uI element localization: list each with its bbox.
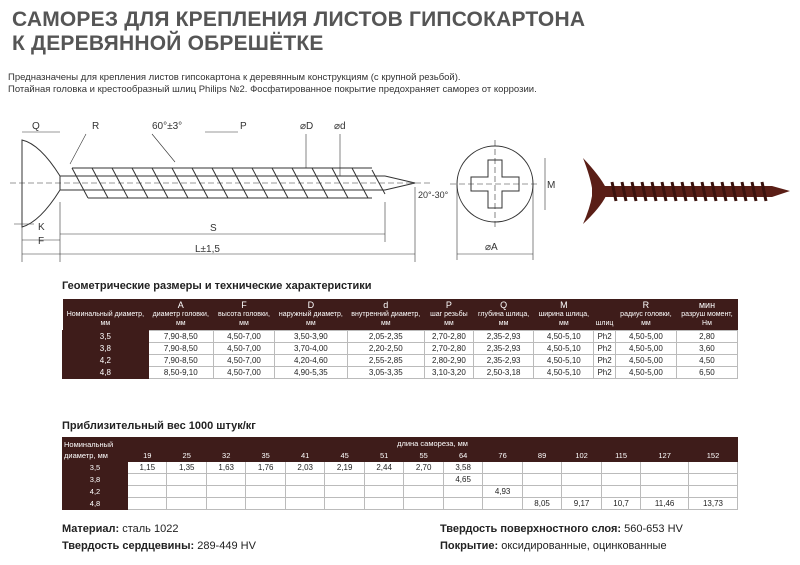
table-cell: 8,50-9,10 bbox=[148, 367, 213, 379]
column-symbol: d bbox=[383, 300, 389, 310]
label-od: ⌀D bbox=[300, 121, 314, 132]
table-cell: 4,50-7,00 bbox=[213, 331, 274, 343]
table-cell bbox=[404, 474, 443, 486]
column-symbol: A bbox=[177, 300, 184, 310]
label-k: K bbox=[38, 222, 45, 233]
specs-column-header bbox=[347, 299, 424, 331]
table-cell: 1,63 bbox=[206, 462, 245, 474]
table-cell: 3,50-3,90 bbox=[275, 331, 347, 343]
table-cell bbox=[522, 462, 561, 474]
column-name: наружный диаметр, мм bbox=[278, 311, 343, 327]
table-cell bbox=[364, 474, 403, 486]
column-symbol: D bbox=[307, 300, 315, 310]
title-line-1: САМОРЕЗ ДЛЯ КРЕПЛЕНИЯ ЛИСТОВ ГИПСОКАРТОНА bbox=[12, 8, 586, 31]
column-name: диаметр головки, мм bbox=[152, 311, 209, 327]
screw-photo bbox=[583, 158, 790, 224]
specs-column-header bbox=[424, 299, 473, 331]
column-name: глубина шлица, мм bbox=[478, 311, 530, 327]
table-cell bbox=[364, 498, 403, 510]
label-q: Q bbox=[32, 121, 40, 132]
table-cell: 2,80-2,90 bbox=[424, 355, 473, 367]
column-name: высота головки, мм bbox=[218, 311, 270, 327]
table-cell: 2,35-2,93 bbox=[473, 343, 534, 355]
table-cell: 2,50-3,18 bbox=[473, 367, 534, 379]
length-header: 152 bbox=[688, 450, 737, 462]
table-cell bbox=[128, 486, 167, 498]
row-diameter: 4,2 bbox=[63, 355, 149, 367]
length-header: 64 bbox=[443, 450, 482, 462]
specs-column-header bbox=[594, 299, 616, 331]
table-cell bbox=[483, 462, 522, 474]
table-cell bbox=[562, 462, 601, 474]
table-cell: 4,50 bbox=[676, 355, 737, 367]
table2-heading: Приблизительный вес 1000 штук/кг bbox=[62, 420, 256, 432]
table-cell bbox=[206, 498, 245, 510]
table-cell: 10,7 bbox=[601, 498, 640, 510]
table-row bbox=[63, 462, 738, 474]
table-cell: 3,60 bbox=[676, 343, 737, 355]
table-cell: 4,50-7,00 bbox=[213, 343, 274, 355]
specs-column-header bbox=[63, 299, 149, 331]
table-cell: 4,50-5,00 bbox=[615, 331, 676, 343]
table-cell bbox=[522, 474, 561, 486]
table-cell: 6,50 bbox=[676, 367, 737, 379]
table-cell: Ph2 bbox=[594, 367, 616, 379]
length-header: 89 bbox=[522, 450, 561, 462]
table-cell: 3,58 bbox=[443, 462, 482, 474]
table-cell bbox=[443, 486, 482, 498]
table-cell bbox=[206, 474, 245, 486]
table-cell: 7,90-8,50 bbox=[148, 343, 213, 355]
table-cell bbox=[688, 486, 737, 498]
page-title bbox=[12, 8, 585, 56]
table-cell bbox=[285, 474, 324, 486]
table-row bbox=[63, 367, 738, 379]
length-header: 45 bbox=[325, 450, 364, 462]
table-cell bbox=[364, 486, 403, 498]
table-cell bbox=[443, 498, 482, 510]
table-cell: 4,50-5,00 bbox=[615, 355, 676, 367]
label-r: R bbox=[92, 121, 100, 132]
table-cell bbox=[128, 498, 167, 510]
coating-label: Покрытие: bbox=[440, 540, 499, 552]
core-hardness-value: 289-449 HV bbox=[197, 540, 256, 552]
table-cell bbox=[325, 498, 364, 510]
table-cell bbox=[688, 474, 737, 486]
specs-column-header bbox=[534, 299, 594, 331]
surface-hardness-label: Твердость поверхностного слоя: bbox=[440, 523, 622, 535]
row-diameter: 3,8 bbox=[63, 343, 149, 355]
table-cell: 8,05 bbox=[522, 498, 561, 510]
label-tip-angle: 20°-30° bbox=[418, 190, 449, 200]
label-oa: ⌀A bbox=[485, 242, 498, 253]
table-cell: 2,70-2,80 bbox=[424, 331, 473, 343]
table-cell bbox=[325, 474, 364, 486]
specs-column-header bbox=[676, 299, 737, 331]
column-symbol: F bbox=[241, 300, 247, 310]
table-cell bbox=[601, 474, 640, 486]
row-diameter: 4,2 bbox=[63, 486, 128, 498]
length-header: 115 bbox=[601, 450, 640, 462]
column-symbol: M bbox=[560, 300, 568, 310]
label-s: S bbox=[210, 223, 217, 234]
specs-column-header bbox=[615, 299, 676, 331]
table-cell: 2,03 bbox=[285, 462, 324, 474]
table-cell: 4,50-5,10 bbox=[534, 343, 594, 355]
table-cell bbox=[128, 474, 167, 486]
table-cell: 2,70-2,80 bbox=[424, 343, 473, 355]
material-label: Материал: bbox=[62, 523, 120, 535]
column-symbol: P bbox=[445, 300, 452, 310]
table-cell: 4,50-5,10 bbox=[534, 355, 594, 367]
screw-drawing bbox=[0, 112, 800, 272]
table-cell: 4,20-4,60 bbox=[275, 355, 347, 367]
table-cell bbox=[167, 498, 206, 510]
surface-hardness-value: 560-653 HV bbox=[624, 523, 683, 535]
length-label: длина самореза, мм bbox=[128, 438, 738, 450]
row-diameter: 4,8 bbox=[63, 367, 149, 379]
table-cell: Ph2 bbox=[594, 331, 616, 343]
table-cell bbox=[641, 462, 689, 474]
table-cell: 2,20-2,50 bbox=[347, 343, 424, 355]
row-diameter: 3,8 bbox=[63, 474, 128, 486]
specs-table bbox=[62, 299, 738, 379]
table-cell bbox=[167, 486, 206, 498]
length-header: 32 bbox=[206, 450, 245, 462]
column-name: радиус головки, мм bbox=[620, 311, 672, 327]
table-cell: 2,19 bbox=[325, 462, 364, 474]
table-cell: 3,10-3,20 bbox=[424, 367, 473, 379]
column-name: внутренний диаметр, мм bbox=[351, 311, 421, 327]
row-diameter: 3,5 bbox=[63, 331, 149, 343]
length-header: 51 bbox=[364, 450, 403, 462]
length-header: 25 bbox=[167, 450, 206, 462]
table-cell: 4,50-5,00 bbox=[615, 367, 676, 379]
table-cell: 4,50-7,00 bbox=[213, 367, 274, 379]
description bbox=[8, 72, 537, 96]
table-cell bbox=[206, 486, 245, 498]
table-row bbox=[63, 355, 738, 367]
table-cell: 2,55-2,85 bbox=[347, 355, 424, 367]
table-cell bbox=[285, 498, 324, 510]
weight-table bbox=[62, 437, 738, 510]
table-cell: 2,35-2,93 bbox=[473, 355, 534, 367]
table-cell bbox=[285, 486, 324, 498]
column-name: Номинальный диаметр, мм bbox=[66, 311, 145, 327]
label-f: F bbox=[38, 236, 45, 247]
material-value: сталь 1022 bbox=[122, 523, 179, 535]
length-header: 55 bbox=[404, 450, 443, 462]
table-row bbox=[63, 498, 738, 510]
table-cell: 4,50-5,00 bbox=[615, 343, 676, 355]
table-cell bbox=[601, 486, 640, 498]
lengths-row bbox=[63, 450, 738, 462]
length-header: 102 bbox=[562, 450, 601, 462]
row-diameter: 4,8 bbox=[63, 498, 128, 510]
table-cell: 4,50-7,00 bbox=[213, 355, 274, 367]
length-header: 76 bbox=[483, 450, 522, 462]
label-p: P bbox=[240, 121, 247, 132]
description-line-2: Потайная головка и крестообразный шлиц Philips №2. Фосфатированное покрытие предохраняет саморез от коррозии. bbox=[8, 84, 537, 95]
length-header: 41 bbox=[285, 450, 324, 462]
description-line-1: Предназначены для крепления листов гипсокартона к деревянным конструкциям (с крупной резьбой). bbox=[8, 72, 461, 83]
table-cell: 13,73 bbox=[688, 498, 737, 510]
label-od-small: ⌀d bbox=[334, 121, 346, 132]
label-l: L±1,5 bbox=[195, 244, 220, 255]
length-header: 127 bbox=[641, 450, 689, 462]
column-name: шаг резьбы мм bbox=[430, 311, 468, 327]
table-cell: 2,44 bbox=[364, 462, 403, 474]
corner-label: Номинальный диаметр, мм bbox=[63, 438, 128, 462]
title-line-2: К ДЕРЕВЯННОЙ ОБРЕШЁТКЕ bbox=[12, 32, 324, 55]
table-cell: 4,93 bbox=[483, 486, 522, 498]
length-header: 35 bbox=[246, 450, 285, 462]
table-cell bbox=[641, 486, 689, 498]
coating-line bbox=[440, 540, 667, 552]
table-cell bbox=[167, 474, 206, 486]
label-m: M bbox=[547, 180, 556, 191]
table-cell: 7,90-8,50 bbox=[148, 331, 213, 343]
coating-value: оксидированные, оцинкованные bbox=[501, 540, 667, 552]
core-hardness-line bbox=[62, 540, 256, 552]
specs-column-header bbox=[275, 299, 347, 331]
table-cell: Ph2 bbox=[594, 355, 616, 367]
table-cell: 1,76 bbox=[246, 462, 285, 474]
row-diameter: 3,5 bbox=[63, 462, 128, 474]
table-cell bbox=[641, 474, 689, 486]
table-cell: 9,17 bbox=[562, 498, 601, 510]
weight-header-row bbox=[63, 438, 738, 450]
screw-head-side bbox=[22, 140, 60, 227]
table-cell: 1,15 bbox=[128, 462, 167, 474]
table-cell bbox=[325, 486, 364, 498]
table-cell bbox=[246, 486, 285, 498]
core-hardness-label: Твердость сердцевины: bbox=[62, 540, 195, 552]
table-cell bbox=[246, 498, 285, 510]
table-cell bbox=[601, 462, 640, 474]
specs-header-row bbox=[63, 299, 738, 331]
column-symbol: мин bbox=[698, 300, 716, 310]
table-row bbox=[63, 474, 738, 486]
table-cell: 2,05-2,35 bbox=[347, 331, 424, 343]
table-cell: 3,05-3,35 bbox=[347, 367, 424, 379]
surface-hardness-line bbox=[440, 523, 683, 535]
table-cell: 2,35-2,93 bbox=[473, 331, 534, 343]
table-cell: 4,90-5,35 bbox=[275, 367, 347, 379]
label-angle: 60°±3° bbox=[152, 121, 183, 132]
column-name: шлиц bbox=[595, 320, 614, 327]
table-cell bbox=[483, 474, 522, 486]
table-cell bbox=[483, 498, 522, 510]
table-cell: 4,50-5,10 bbox=[534, 331, 594, 343]
table-cell: Ph2 bbox=[594, 343, 616, 355]
table-cell: 11,46 bbox=[641, 498, 689, 510]
specs-column-header bbox=[148, 299, 213, 331]
column-name: разруш момент, Нм bbox=[681, 311, 733, 327]
material-line bbox=[62, 523, 178, 535]
table-cell: 3,70-4,00 bbox=[275, 343, 347, 355]
table-row bbox=[63, 343, 738, 355]
table-cell: 2,70 bbox=[404, 462, 443, 474]
table-cell: 2,80 bbox=[676, 331, 737, 343]
specs-column-header bbox=[213, 299, 274, 331]
table-cell: 4,65 bbox=[443, 474, 482, 486]
table-cell bbox=[522, 486, 561, 498]
table-cell: 1,35 bbox=[167, 462, 206, 474]
table-row bbox=[63, 331, 738, 343]
table-cell: 4,50-5,10 bbox=[534, 367, 594, 379]
table-cell bbox=[562, 474, 601, 486]
length-header: 19 bbox=[128, 450, 167, 462]
table-cell bbox=[246, 474, 285, 486]
column-name: ширина шлица, мм bbox=[538, 311, 590, 327]
table-cell bbox=[404, 498, 443, 510]
table-cell: 7,90-8,50 bbox=[148, 355, 213, 367]
table1-heading: Геометрические размеры и технические характеристики bbox=[62, 280, 372, 292]
table-cell bbox=[688, 462, 737, 474]
table-cell bbox=[562, 486, 601, 498]
column-symbol: R bbox=[642, 300, 650, 310]
specs-column-header bbox=[473, 299, 534, 331]
column-symbol: Q bbox=[500, 300, 508, 310]
table-row bbox=[63, 486, 738, 498]
table-cell bbox=[404, 486, 443, 498]
